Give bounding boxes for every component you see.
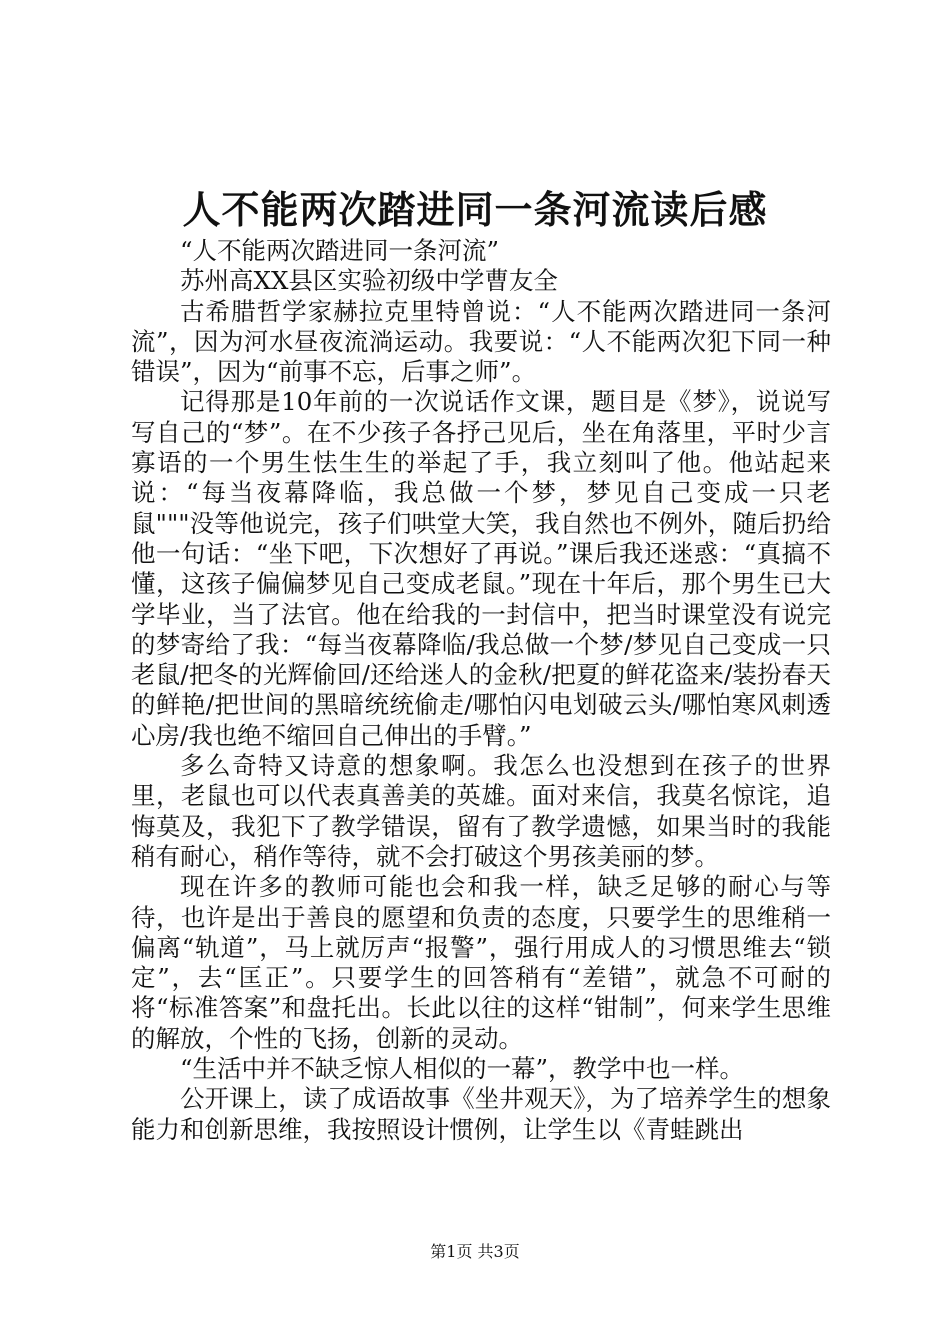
- document-body: [131, 236, 831, 1145]
- paragraph: 记得那是10年前的一次说话作文课，题目是《梦》，说说写写自己的“梦”。在不少孩子各抒己见后，坐在角落里，平时少言寡语的一个男生怯生生的举起了手，我立刻叫了他。他站起来说：“每当夜幕降临，我总做一个梦，梦见自己变成一只老鼠"""没等他说完，孩子们哄堂大笑，我自然也不例外，随后扔给他一句话：“坐下吧，下次想好了再说。”课后我还迷惑：“真搞不懂，这孩子偏偏梦见自己变成老鼠。”现在十年后，那个男生已大学毕业，当了法官。他在给我的一封信中，把当时课堂没有说完的梦寄给了我：“每当夜幕降临/我总做一个梦/梦见自己变成一只老鼠/把冬的光辉偷回/还给迷人的金秋/把夏的鲜花盗来/装扮春天的鲜艳/把世间的黑暗统统偷走/哪怕闪电划破云头/哪怕寒风刺透心房/我也绝不缩回自己伸出的手臂。”: [131, 387, 831, 750]
- page-number-footer: 第1页 共3页: [430, 1242, 520, 1261]
- document-title: 人不能两次踏进同一条河流读后感: [182, 187, 768, 232]
- paragraph: 公开课上，读了成语故事《坐井观天》，为了培养学生的想象能力和创新思维，我按照设计惯例，让学生以《青蛙跳出: [131, 1084, 831, 1144]
- paragraph: 多么奇特又诗意的想象啊。我怎么也没想到在孩子的世界里，老鼠也可以代表真善美的英雄。面对来信，我莫名惊诧，追悔莫及，我犯下了教学错误，留有了教学遗憾，如果当时的我能稍有耐心，稍作等待，就不会打破这个男孩美丽的梦。: [131, 751, 831, 871]
- paragraph: “生活中并不缺乏惊人相似的一幕”，教学中也一样。: [180, 1054, 745, 1084]
- paragraph: 古希腊哲学家赫拉克里特曾说：“人不能两次踏进同一条河流”，因为河水昼夜流淌运动。我要说：“人不能两次犯下同一种错误”，因为“前事不忘，后事之师”。: [131, 296, 831, 387]
- paragraph-author: 苏州高XX县区实验初级中学曹友全: [180, 266, 558, 296]
- paragraph-quote-title: “人不能两次踏进同一条河流”: [180, 236, 500, 265]
- paragraph: 现在许多的教师可能也会和我一样，缺乏足够的耐心与等待，也许是出于善良的愿望和负责的态度，只要学生的思维稍一偏离“轨道”，马上就厉声“报警”，强行用成人的习惯思维去“锁定”，去“匡正”。只要学生的回答稍有“差错”，就急不可耐的将“标准答案”和盘托出。长此以往的这样“钳制”，何来学生思维的解放，个性的飞扬，创新的灵动。: [131, 872, 831, 1053]
